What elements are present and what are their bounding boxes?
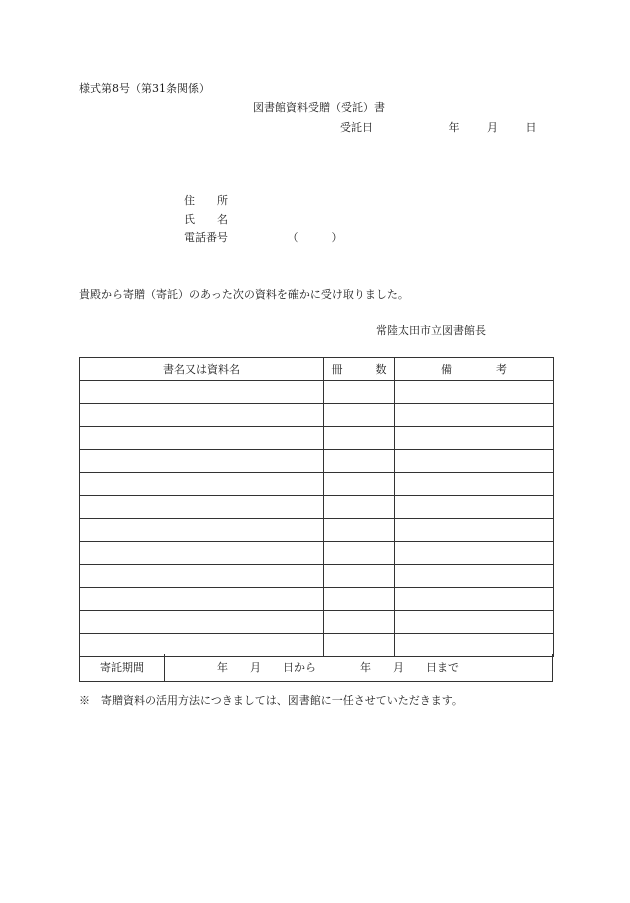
date-month-label: 月 — [487, 121, 498, 134]
count-cell — [324, 542, 395, 565]
title-cell — [80, 450, 324, 473]
remarks-cell — [395, 542, 554, 565]
title-cell — [80, 381, 324, 404]
title-cell — [80, 473, 324, 496]
table-row — [80, 542, 554, 565]
receipt-date-line — [340, 119, 537, 135]
table-row — [80, 381, 554, 404]
date-day-label: 日 — [525, 121, 537, 134]
remarks-cell — [395, 404, 554, 427]
phone-label: 電話番号 — [184, 231, 228, 244]
remarks-cell — [395, 565, 554, 588]
table-row — [80, 496, 554, 519]
title-cell — [80, 542, 324, 565]
remarks-cell — [395, 473, 554, 496]
title-cell — [80, 565, 324, 588]
header-remarks: 備 考 — [395, 358, 554, 381]
count-cell — [324, 611, 395, 634]
usage-note: ※ 寄贈資料の活用方法につきましては、図書館に一任させていただきます。 — [79, 694, 463, 707]
title-cell — [80, 496, 324, 519]
receipt-date-label: 受託日 — [340, 121, 373, 134]
table-row — [80, 473, 554, 496]
table-row — [80, 611, 554, 634]
title-cell — [80, 404, 324, 427]
remarks-cell — [395, 496, 554, 519]
table-row — [80, 519, 554, 542]
table-header-row — [80, 358, 554, 381]
title-cell — [80, 588, 324, 611]
remarks-cell — [395, 611, 554, 634]
table-row — [80, 450, 554, 473]
title-cell — [80, 611, 324, 634]
count-cell — [324, 519, 395, 542]
remarks-cell — [395, 588, 554, 611]
materials-table — [79, 357, 554, 657]
count-cell — [324, 450, 395, 473]
receipt-statement: 貴殿から寄贈（寄託）のあった次の資料を確かに受け取りました。 — [79, 288, 409, 301]
count-cell — [324, 588, 395, 611]
remarks-cell — [395, 381, 554, 404]
document-title: 図書館資料受贈（受託）書 — [253, 101, 385, 114]
table-row — [80, 404, 554, 427]
title-cell — [80, 427, 324, 450]
remarks-cell — [395, 519, 554, 542]
count-cell — [324, 473, 395, 496]
header-title: 書名又は資料名 — [80, 358, 324, 381]
count-cell — [324, 565, 395, 588]
deposit-period-text: 年 月 日から 年 月 日まで — [217, 661, 459, 674]
title-cell — [80, 519, 324, 542]
count-cell — [324, 427, 395, 450]
date-year-label: 年 — [448, 121, 460, 134]
phone-parens: （ ） — [287, 231, 343, 244]
table-row — [80, 588, 554, 611]
count-cell — [324, 404, 395, 427]
count-cell — [324, 496, 395, 519]
address-label: 住 所 — [184, 194, 228, 207]
count-cell — [324, 381, 395, 404]
table-row — [80, 565, 554, 588]
applicant-info — [184, 192, 343, 248]
issuer-name: 常陸太田市立図書館長 — [376, 324, 486, 337]
table-row — [80, 427, 554, 450]
header-count: 冊 数 — [324, 358, 395, 381]
remarks-cell — [395, 427, 554, 450]
deposit-period-row — [79, 654, 553, 682]
remarks-cell — [395, 450, 554, 473]
form-number: 様式第8号（第31条関係） — [79, 82, 210, 95]
name-label: 氏 名 — [184, 212, 228, 226]
deposit-period-label: 寄託期間 — [80, 654, 165, 681]
